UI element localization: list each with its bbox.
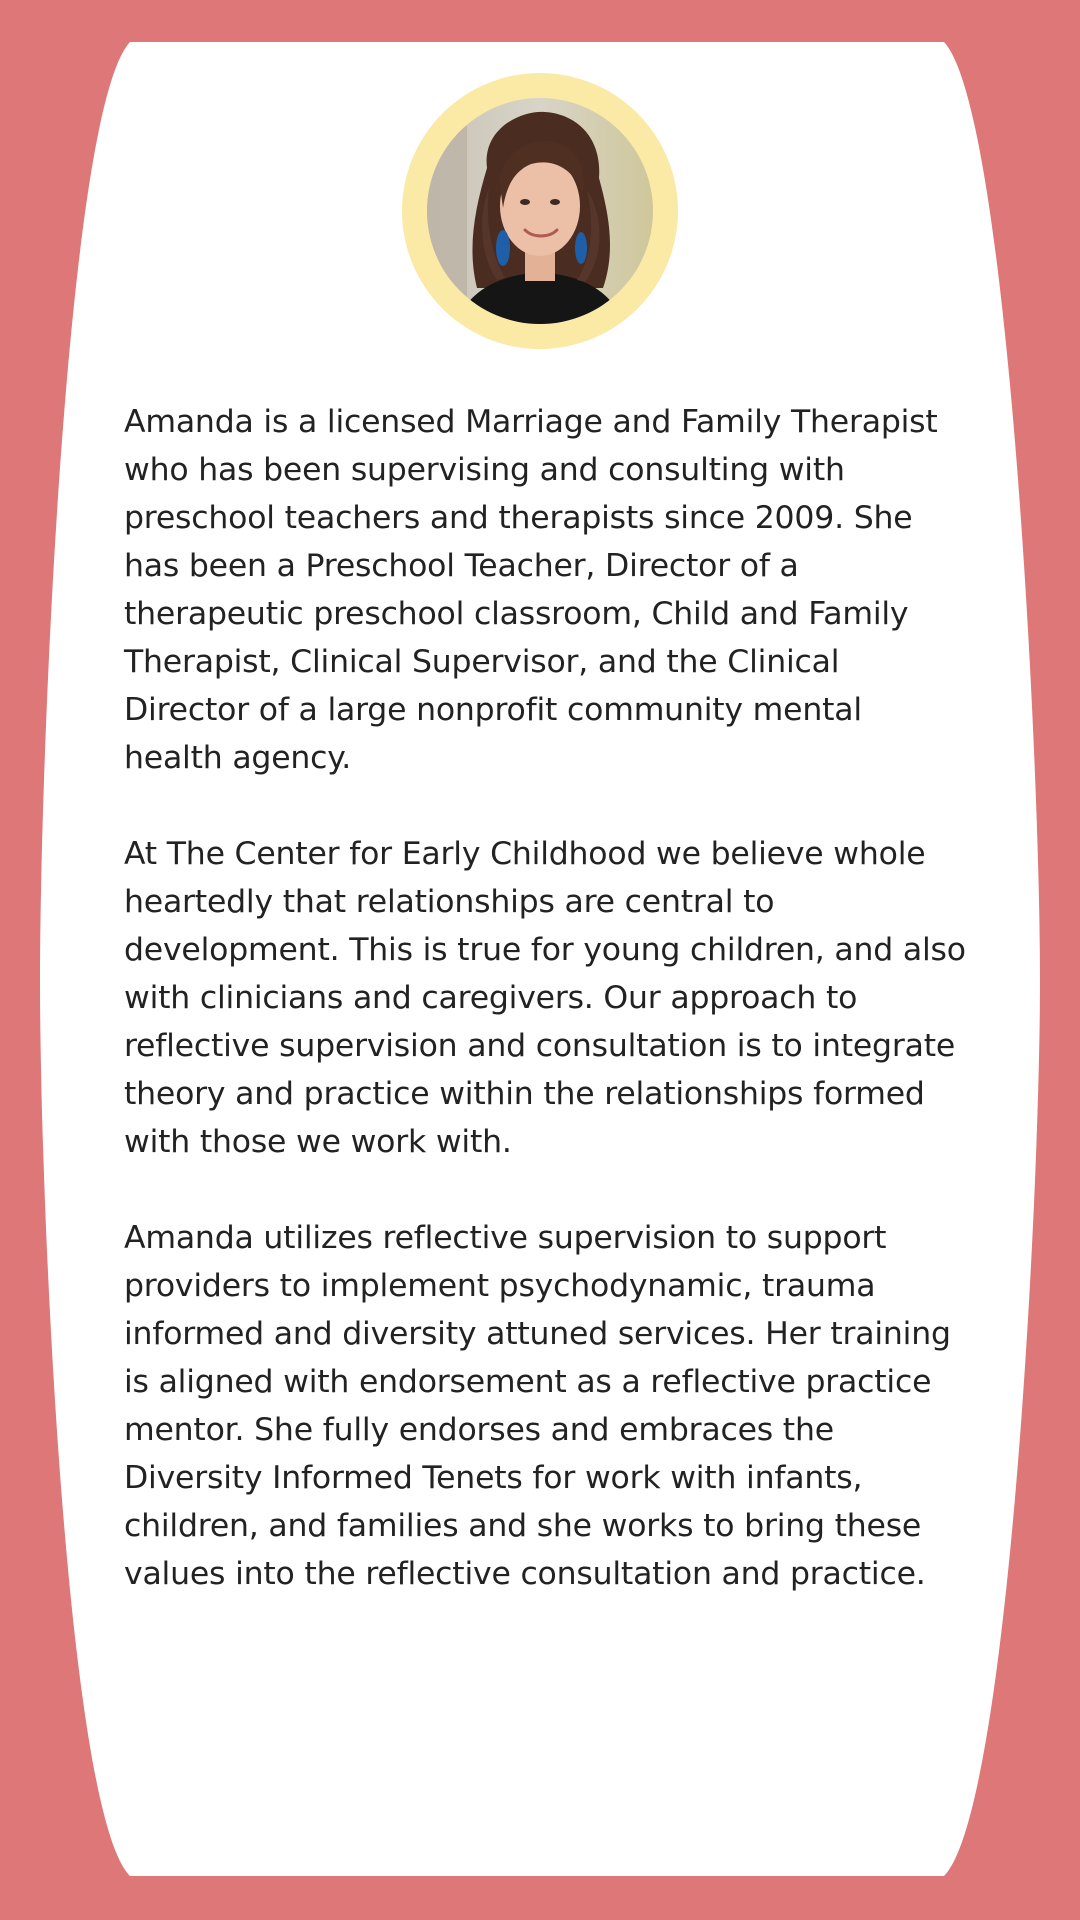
- bio-text: [124, 398, 966, 1598]
- avatar-ring: [402, 73, 678, 349]
- bio-paragraph: Amanda utilizes reflective supervision to support providers to implement psychodynamic, trauma informed and diversity attuned services. Her training is aligned with endorsement as a reflective practice mentor. She fully endorses and embraces the Diversity Informed Tenets for work with infants, children, and families and she works to bring these values into the reflective consultation and practice.: [124, 1220, 951, 1592]
- bio-paragraph: At The Center for Early Childhood we believe whole heartedly that relationships are central to development. This is true for young children, and also with clinicians and caregivers. Our approach to reflective supervision and consultation is to integrate theory and practice within the relationships formed with those we work with.: [124, 836, 966, 1160]
- avatar: [427, 98, 653, 324]
- bio-paragraph: Amanda is a licensed Marriage and Family Therapist who has been supervising and consulting with preschool teachers and therapists since 2009. She has been a Preschool Teacher, Director of a therapeutic preschool classroom, Child and Family Therapist, Clinical Supervisor, and the Clinical Director of a large nonprofit community mental health agency.: [124, 404, 938, 776]
